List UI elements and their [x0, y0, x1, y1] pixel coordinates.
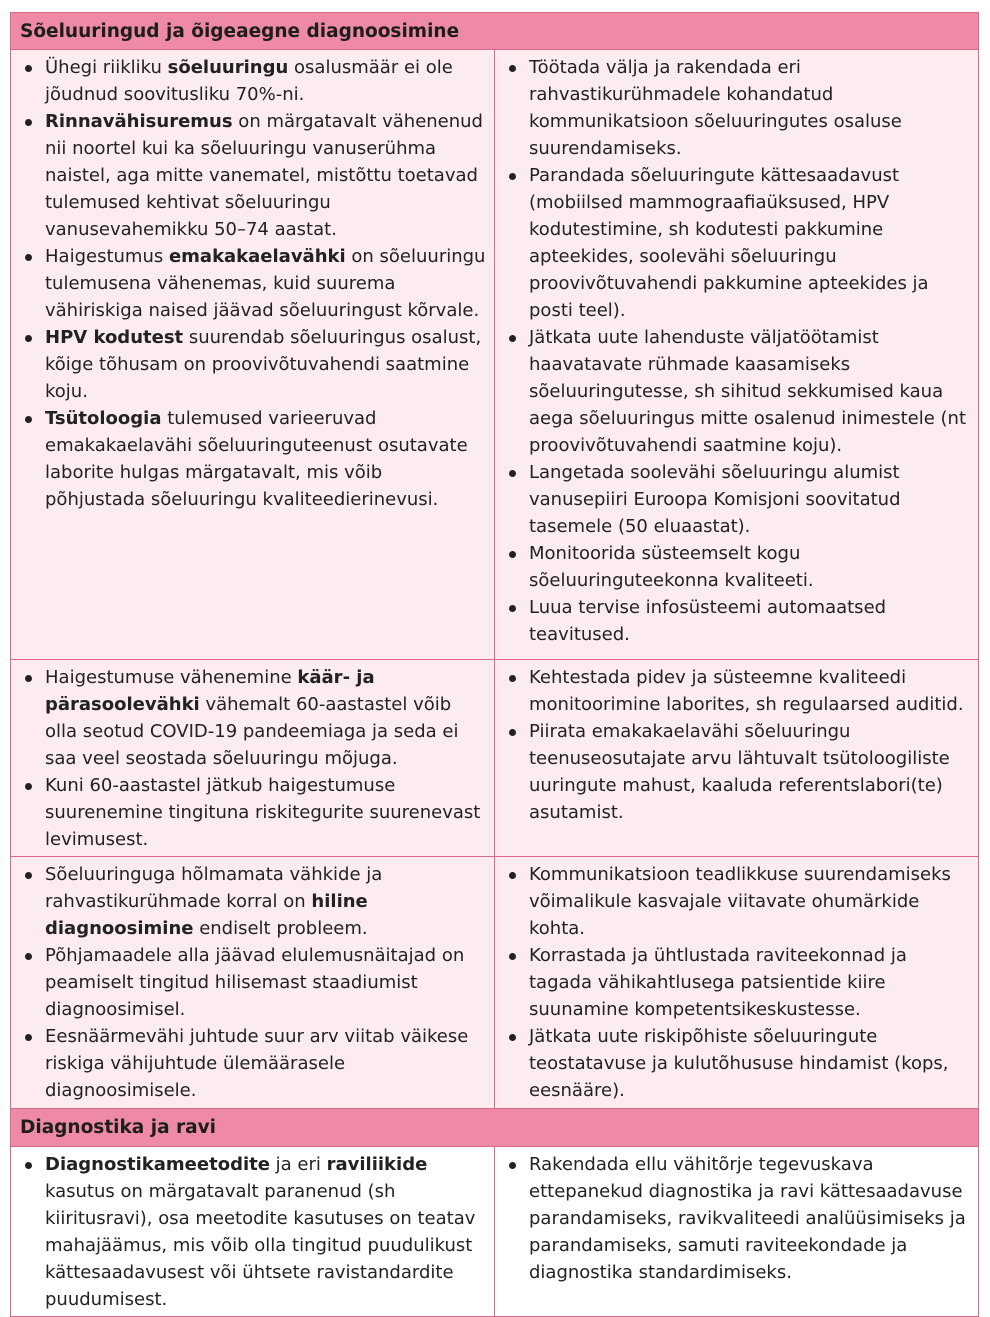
list-item: Haigestumus emakakaelavähki on sõeluuringu tulemusena vähenemas, kuid suurema vähiriskiga naised jäävad sõeluuringust kõrvale.: [21, 243, 486, 324]
recommendations-cell: [495, 660, 978, 856]
list-item: Haigestumuse vähenemine käär- ja pärasoolevähki vähemalt 60-aastastel võib olla seotud COVID-19 pandeemiaga ja seda ei saa veel seostada sõeluuringu mõjuga.: [21, 664, 486, 772]
list-item: Ühegi riikliku sõeluuringu osalusmäär ei ole jõudnud soovitusliku 70%-ni.: [21, 54, 486, 108]
list-item: Eesnäärmevähi juhtude suur arv viitab väikese riskiga vähijuhtude ülemäärasele diagnoosimisele.: [21, 1023, 486, 1104]
report-table: [10, 12, 979, 1317]
recommendations-cell: [495, 50, 978, 659]
table-row: [10, 660, 979, 857]
list-item: Piirata emakakaelavähi sõeluuringu teenuseosutajate arvu lähtuvalt tsütoloogiliste uuringute mahust, kaaluda referentslabori(te) asutamist.: [505, 718, 970, 826]
list-item: Diagnostikameetodite ja eri raviliikide kasutus on märgatavalt paranenud (sh kiiritusravi), osa meetodite kasutuses on teatav mahajäämus, mis võib olla tingitud puudulikust kättesaadavusest või ühtsete ravistandardite puudumisest.: [21, 1151, 486, 1313]
table-row: [10, 857, 979, 1109]
list-item: Korrastada ja ühtlustada raviteekonnad ja tagada vähikahtlusega patsientide kiire suunamine kompetentsikeskustesse.: [505, 942, 970, 1023]
list-item: Parandada sõeluuringute kättesaadavust (mobiilsed mammograafiaüksused, HPV kodutestimine, sh kodutesti pakkumine apteekides, soolevähi sõeluuringu proovivõtuvahendi pakkumine apteekides ja posti teel).: [505, 162, 970, 324]
list-item: Töötada välja ja rakendada eri rahvastikurühmadele kohandatud kommunikatsioon sõeluuringutes osaluse suurendamiseks.: [505, 54, 970, 162]
list-item: Rinnavähisuremus on märgatavalt vähenenud nii noortel kui ka sõeluuringu vanuserühma naistel, aga mitte vanematel, mistõttu toetavad tulemused kehtivat sõeluuringu vanusevahemikku 50–74 aastat.: [21, 108, 486, 243]
list-item: Põhjamaadele alla jäävad elulemusnäitajad on peamiselt tingitud hilisemast staadiumist diagnoosimisel.: [21, 942, 486, 1023]
section-header-diagnostics: Diagnostika ja ravi: [10, 1109, 979, 1147]
list-item: HPV kodutest suurendab sõeluuringus osalust, kõige tõhusam on proovivõtuvahendi saatmine koju.: [21, 324, 486, 405]
list-item: Rakendada ellu vähitõrje tegevuskava ettepanekud diagnostika ja ravi kättesaadavuse parandamiseks, ravikvaliteedi analüüsimiseks ja parandamiseks, samuti raviteekondade ja diagnostika standardimiseks.: [505, 1151, 970, 1286]
section-header-screening: Sõeluuringud ja õigeaegne diagnoosimine: [10, 12, 979, 50]
table-row: [10, 1147, 979, 1317]
list-item: Kommunikatsioon teadlikkuse suurendamiseks võimalikule kasvajale viitavate ohumärkide kohta.: [505, 861, 970, 942]
recommendations-cell: [495, 1147, 978, 1316]
list-item: Jätkata uute riskipõhiste sõeluuringute teostatavuse ja kulutõhususe hindamist (kops, eesnääre).: [505, 1023, 970, 1104]
list-item: Langetada soolevähi sõeluuringu alumist vanusepiiri Euroopa Komisjoni soovitatud tasemele (50 eluaastat).: [505, 459, 970, 540]
table-row: [10, 50, 979, 660]
list-item: Tsütoloogia tulemused varieeruvad emakakaelavähi sõeluuringuteenust osutavate laborite hulgas märgatavalt, mis võib põhjustada sõeluuringu kvaliteedierinevusi.: [21, 405, 486, 513]
list-item: Luua tervise infosüsteemi automaatsed teavitused.: [505, 594, 970, 648]
findings-cell: [11, 857, 495, 1108]
findings-cell: [11, 50, 495, 659]
list-item: Jätkata uute lahenduste väljatöötamist haavatavate rühmade kaasamiseks sõeluuringutesse, sh sihitud sekkumised kaua aega sõeluuringus mitte osalenud inimestele (nt proovivõtuvahendi saatmine koju).: [505, 324, 970, 459]
list-item: Sõeluuringuga hõlmamata vähkide ja rahvastikurühmade korral on hiline diagnoosimine endiselt probleem.: [21, 861, 486, 942]
list-item: Kehtestada pidev ja süsteemne kvaliteedi monitoorimine laborites, sh regulaarsed auditid.: [505, 664, 970, 718]
list-item: Kuni 60-aastastel jätkub haigestumuse suurenemine tingituna riskitegurite suurenevast levimusest.: [21, 772, 486, 853]
recommendations-cell: [495, 857, 978, 1108]
findings-cell: [11, 660, 495, 856]
list-item: Monitoorida süsteemselt kogu sõeluuringuteekonna kvaliteeti.: [505, 540, 970, 594]
findings-cell: [11, 1147, 495, 1316]
